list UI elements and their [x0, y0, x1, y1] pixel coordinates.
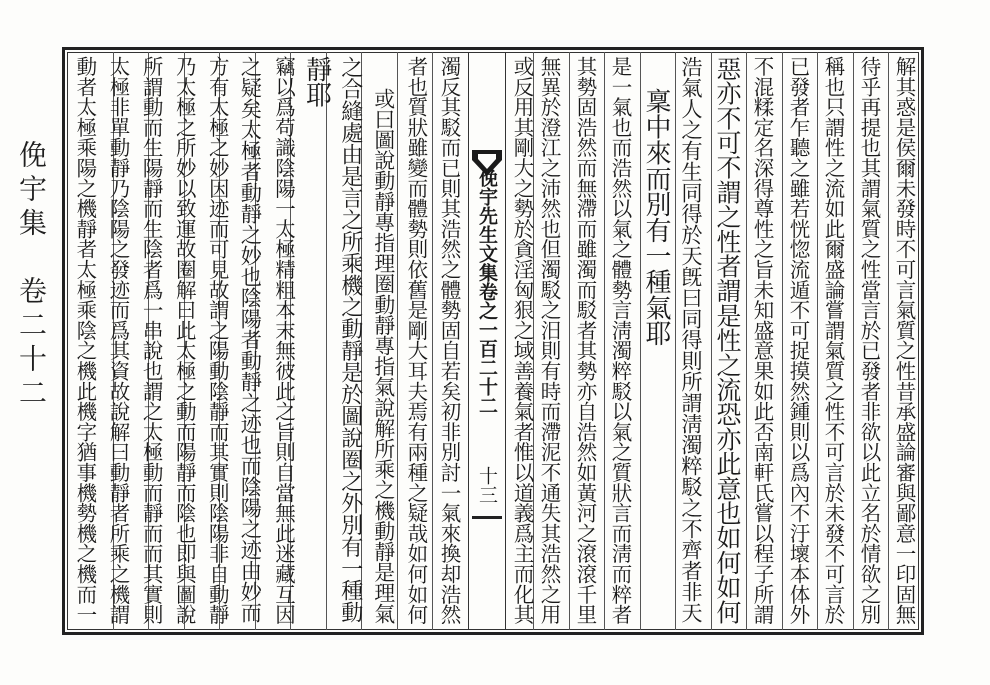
- text-column: 解其惑是侯爾未發時不可言氣質之性昔承盛論審與鄙意一印固無: [892, 56, 916, 625]
- center-fold-page-number: 十三: [476, 466, 498, 504]
- center-fold-bar: [472, 516, 502, 519]
- column-rule: [326, 52, 327, 630]
- text-column: 太極非單動靜乃陰陽之發迹而爲其資故說解曰動靜者所乘之機謂: [106, 56, 130, 625]
- text-column: 待乎再提也其謂氣質之性當言於已發者非欲以此立名於情欲之別: [857, 56, 881, 625]
- text-column: 乃太極之所妙以致運故圈解曰此太極之動而陽靜而陰也即與圖說: [172, 56, 197, 625]
- text-column: 或反用其剛大之勢於貪淫匈狠之域善養氣者惟以道義爲主而化其: [510, 56, 534, 625]
- margin-label: 俛宇集 卷二十二: [15, 140, 48, 412]
- text-column: 惡亦不可不謂之性者謂是性之流恐亦此意也如何如何: [713, 56, 742, 625]
- text-column: 方有太極之妙因迹而可見故謂之陽動陰靜而其實則陰陽非自動靜: [205, 56, 230, 625]
- text-column: 動者太極乘陽之機靜者太極乘陰之機此機字猶事機勢機之機而一: [72, 56, 97, 625]
- text-column: 稟中來而別有一種氣耶: [641, 88, 671, 347]
- text-column: 竊以爲苟識陰陽一太極精粗本末無彼此之旨則自當無此迷藏互因: [271, 56, 296, 625]
- text-column: 是一氣也而浩然以氣之體勢言淸濁粹駁以氣之質狀言而淸而粹者: [608, 56, 632, 625]
- text-column: 稱也只謂性之流如此爾盛論嘗謂氣質之性不可言於未發不可言於: [821, 56, 845, 625]
- text-column: 濁反其駁而已則其浩然之體勢固自若矣初非別討一氣來換却浩然: [437, 56, 461, 625]
- text-column: 浩氣人之有生同得於天旣曰同得則所謂淸濁粹駁之不齊者非天: [679, 56, 704, 623]
- text-column: 所謂動而生陽靜而生陰者爲一串說也謂之太極動而靜而而其實則: [139, 56, 164, 625]
- center-fold-title: 俛宇先生文集卷之一百二十二: [476, 168, 498, 415]
- text-column: 無異於澄江之沛然也但濁駁之汨則有時而滯泥不通失其浩然之用: [537, 56, 561, 625]
- text-column: 其勢固浩然而無滯而雖濁而駁者其勢亦自浩然如黃河之滾滾千里: [573, 56, 597, 625]
- text-column: 之合縫處由是言之所乘機之動靜是於圖說圈之外別有一種動: [337, 56, 363, 623]
- text-column: 或曰圖說動靜專指理圈動靜專指氣說解所乘之機動靜是理氣: [370, 88, 395, 624]
- text-column: 已發者乍聽之雖若恍惚流遁不可捉摸然鍾則以爲內不汙壞本体外: [786, 56, 810, 625]
- text-column: 之疑矣太極者動靜之妙也陰陽者動靜之迹也而陰陽之迹由妙而: [238, 56, 264, 623]
- text-column: 不混糅定名深得尊性之旨未知盛意果如此否南軒氏嘗以程子所謂: [750, 56, 774, 625]
- text-column: 者也質狀雖變而體勢則依舊是剛大耳夫焉有兩種之疑哉如何如何: [403, 56, 428, 625]
- text-column: 靜耶: [301, 56, 332, 108]
